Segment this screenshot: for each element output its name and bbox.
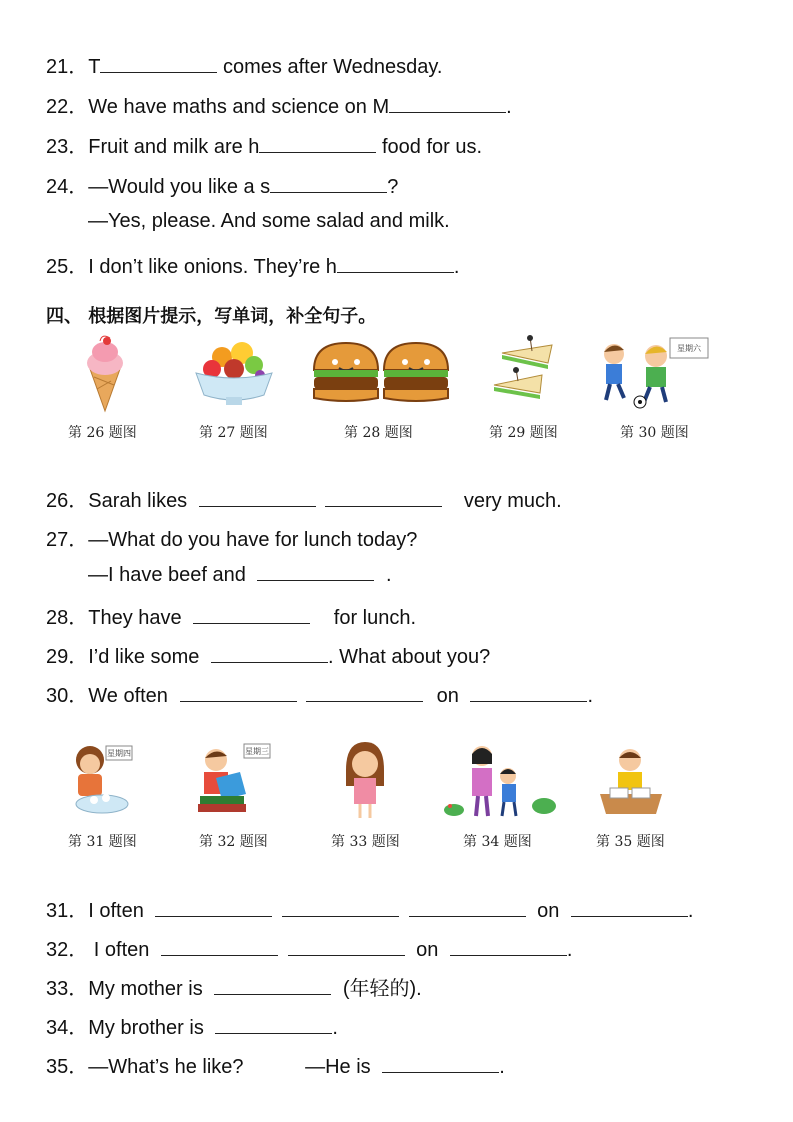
question-32	[46, 933, 572, 962]
answer-blank[interactable]	[450, 937, 567, 956]
picture-tag: 星期六	[677, 344, 701, 353]
question-number: 28．	[46, 607, 89, 629]
young-girl-icon	[342, 740, 388, 822]
question-35	[46, 1050, 505, 1079]
question-34	[46, 1011, 338, 1040]
answer-blank[interactable]	[470, 683, 587, 702]
question-text: on	[416, 939, 439, 961]
question-text: We have maths and science on M	[88, 96, 390, 118]
question-text: ?	[387, 176, 399, 198]
question-text: for lunch.	[333, 607, 417, 629]
washing-clothes-icon	[68, 740, 136, 818]
question-text: They have	[88, 607, 182, 629]
question-text: —Would you like a s	[88, 176, 271, 198]
answer-blank[interactable]	[180, 683, 297, 702]
sandwiches-icon	[490, 333, 560, 411]
answer-blank[interactable]	[270, 174, 387, 193]
question-27-answer	[88, 562, 392, 587]
answer-blank[interactable]	[325, 488, 442, 507]
question-22	[46, 90, 512, 119]
picture-caption: 第 35 题图	[596, 834, 665, 850]
question-28	[46, 601, 416, 630]
question-33	[46, 972, 422, 1001]
section-title: 四、 根据图片提示，写单词，补全句子。	[46, 306, 377, 327]
answer-blank[interactable]	[100, 54, 217, 73]
answer-blank[interactable]	[215, 1015, 332, 1034]
question-text: —I have beef and	[88, 564, 246, 586]
question-21	[46, 50, 442, 79]
question-number: 21．	[46, 56, 89, 78]
picture-caption: 第 34 题图	[463, 834, 532, 850]
ice-cream-icon	[80, 335, 130, 413]
picture-caption: 第 31 题图	[68, 834, 137, 850]
question-number: 23．	[46, 136, 89, 158]
fruit-salad-icon	[192, 335, 276, 409]
question-text: I often	[88, 900, 144, 922]
picture-caption: 第 30 题图	[620, 425, 689, 441]
question-text: comes after Wednesday.	[217, 56, 443, 78]
answer-blank[interactable]	[409, 898, 526, 917]
question-number: 30．	[46, 685, 89, 707]
question-text: My brother is	[88, 1017, 204, 1039]
question-text: (年轻的).	[342, 978, 422, 1000]
question-text: .	[453, 256, 460, 278]
question-23	[46, 130, 482, 159]
answer-blank[interactable]	[288, 937, 405, 956]
question-number: 22．	[46, 96, 89, 118]
picture-caption: 第 32 题图	[199, 834, 268, 850]
picture-caption: 第 28 题图	[344, 425, 413, 441]
question-text: My mother is	[88, 978, 203, 1000]
question-text: .	[566, 939, 573, 961]
question-number: 34．	[46, 1017, 89, 1039]
question-26	[46, 484, 562, 513]
picture-tag: 星期四	[107, 749, 131, 758]
question-text: very much.	[463, 490, 562, 512]
question-number: 33．	[46, 978, 89, 1000]
answer-blank[interactable]	[259, 134, 376, 153]
question-text: .	[687, 900, 694, 922]
picture-caption: 第 27 题图	[199, 425, 268, 441]
answer-blank[interactable]	[382, 1054, 499, 1073]
question-text: .	[587, 685, 593, 707]
question-29	[46, 640, 490, 669]
reading-books-icon	[194, 742, 274, 820]
question-24-answer	[88, 210, 450, 233]
question-text: .	[506, 96, 512, 118]
question-31	[46, 894, 693, 923]
question-text: I’d like some	[88, 646, 200, 668]
hamburgers-icon	[311, 340, 451, 406]
playing-football-icon	[600, 336, 712, 410]
question-27	[46, 523, 417, 552]
question-text: —What’s he like?	[88, 1056, 244, 1078]
picture-caption: 第 29 题图	[489, 425, 558, 441]
answer-blank[interactable]	[211, 644, 328, 663]
question-30	[46, 679, 593, 708]
question-text: on	[537, 900, 560, 922]
mother-and-boy-icon	[442, 744, 558, 818]
answer-blank[interactable]	[389, 94, 506, 113]
question-text: .	[499, 1056, 505, 1078]
question-text: .	[332, 1017, 338, 1039]
question-text: —He is	[305, 1056, 371, 1078]
question-text: I often	[88, 939, 150, 961]
picture-caption: 第 26 题图	[68, 425, 137, 441]
answer-blank[interactable]	[161, 937, 278, 956]
question-text: Fruit and milk are h	[88, 136, 260, 158]
answer-blank[interactable]	[282, 898, 399, 917]
question-number: 24．	[46, 176, 89, 198]
question-text: . What about you?	[327, 646, 491, 668]
picture-tag: 星期三	[245, 747, 269, 756]
answer-blank[interactable]	[214, 976, 331, 995]
question-text: Sarah likes	[88, 490, 188, 512]
question-text: I don’t like onions. They’re h	[88, 256, 337, 278]
question-text: .	[386, 564, 392, 586]
question-number: 27．	[46, 529, 89, 551]
question-text: food for us.	[376, 136, 483, 158]
hardworking-boy-icon	[596, 746, 666, 818]
question-text: —What do you have for lunch today?	[88, 529, 418, 551]
answer-blank[interactable]	[155, 898, 272, 917]
answer-blank[interactable]	[337, 254, 454, 273]
answer-blank[interactable]	[571, 898, 688, 917]
answer-blank[interactable]	[306, 683, 423, 702]
question-text: on	[436, 685, 459, 707]
answer-blank[interactable]	[199, 488, 316, 507]
question-number: 32．	[46, 939, 89, 961]
answer-blank[interactable]	[257, 562, 374, 581]
question-number: 25．	[46, 256, 89, 278]
question-25	[46, 250, 459, 279]
answer-blank[interactable]	[193, 605, 310, 624]
picture-caption: 第 33 题图	[331, 834, 400, 850]
question-number: 35．	[46, 1056, 89, 1078]
question-number: 29．	[46, 646, 89, 668]
question-text: —Yes, please. And some salad and milk.	[88, 210, 450, 232]
question-number: 31．	[46, 900, 89, 922]
question-text: T	[88, 56, 101, 78]
question-number: 26．	[46, 490, 89, 512]
question-24	[46, 170, 398, 199]
question-text: We often	[88, 685, 168, 707]
